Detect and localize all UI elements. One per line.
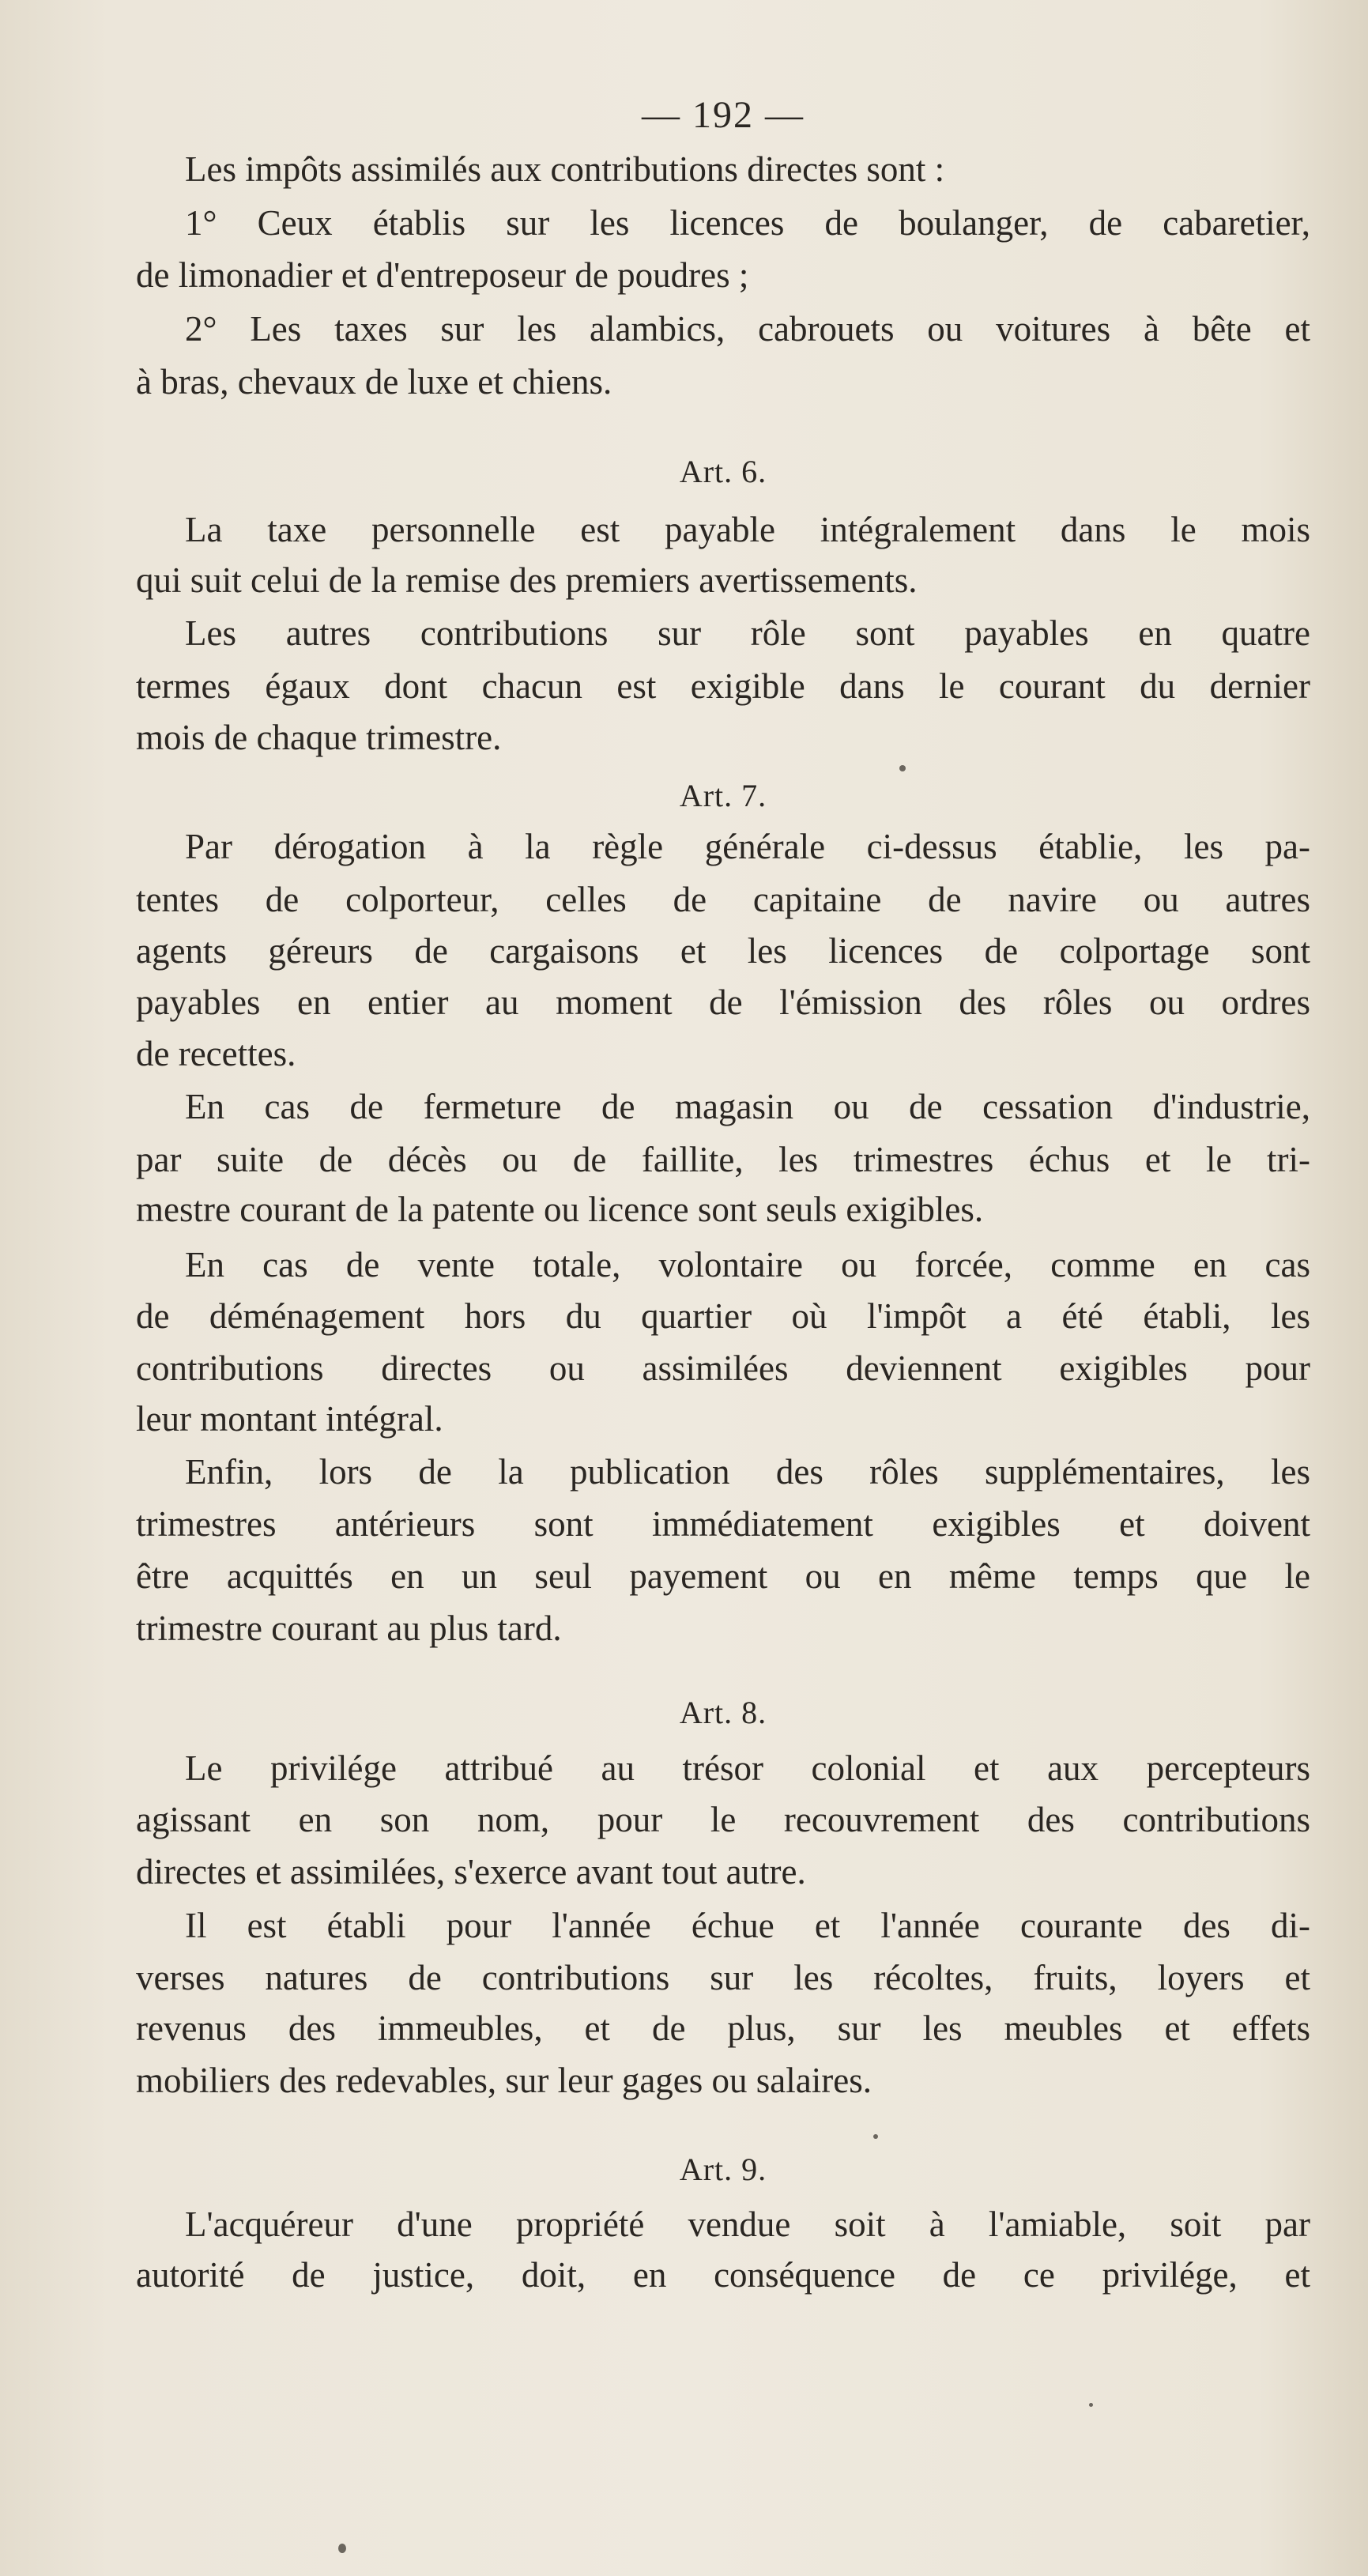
article-heading: Art. 8. bbox=[679, 1695, 767, 1730]
text-line: termes égaux dont chacun est exigible dans le courant du dernier bbox=[136, 666, 1310, 706]
text-line: agents géreurs de cargaisons et les licences de colportage sont bbox=[136, 931, 1310, 971]
paper-speck bbox=[899, 765, 906, 771]
page-number: — 192 — bbox=[642, 94, 805, 136]
text-line: Par dérogation à la règle générale ci-dessus établie, les pa- bbox=[185, 827, 1310, 866]
text-line: par suite de décès ou de faillite, les trimestres échus et le tri- bbox=[136, 1140, 1310, 1179]
text-line: à bras, chevaux de luxe et chiens. bbox=[136, 362, 612, 402]
text-line: Il est établi pour l'année échue et l'année courante des di- bbox=[185, 1906, 1310, 1945]
text-line: de limonadier et d'entreposeur de poudres ; bbox=[136, 255, 749, 295]
paper-speck bbox=[873, 2134, 878, 2139]
text-line: contributions directes ou assimilées deviennent exigibles pour bbox=[136, 1348, 1310, 1388]
text-line: être acquittés en un seul payement ou en même temps que le bbox=[136, 1556, 1310, 1596]
text-line: qui suit celui de la remise des premiers avertissements. bbox=[136, 560, 918, 600]
text-line: verses natures de contributions sur les récoltes, fruits, loyers et bbox=[136, 1958, 1310, 1997]
text-line: payables en entier au moment de l'émission des rôles ou ordres bbox=[136, 983, 1310, 1022]
article-heading: Art. 9. bbox=[679, 2152, 767, 2187]
text-line: autorité de justice, doit, en conséquence de ce privilége, et bbox=[136, 2255, 1310, 2295]
text-line: tentes de colporteur, celles de capitaine de navire ou autres bbox=[136, 880, 1310, 919]
text-line: La taxe personnelle est payable intégralement dans le mois bbox=[185, 510, 1310, 549]
text-line: de déménagement hors du quartier où l'impôt a été établi, les bbox=[136, 1296, 1310, 1336]
paper-speck bbox=[1089, 2403, 1093, 2407]
text-line: Enfin, lors de la publication des rôles supplémentaires, les bbox=[185, 1452, 1310, 1492]
text-line: 2° Les taxes sur les alambics, cabrouets ou voitures à bête et bbox=[185, 309, 1310, 349]
article-heading: Art. 7. bbox=[679, 778, 767, 813]
text-line: mestre courant de la patente ou licence sont seuls exigibles. bbox=[136, 1190, 984, 1229]
text-line: En cas de vente totale, volontaire ou forcée, comme en cas bbox=[185, 1245, 1310, 1284]
article-heading: Art. 6. bbox=[679, 454, 767, 489]
text-line: En cas de fermeture de magasin ou de cessation d'industrie, bbox=[185, 1087, 1310, 1126]
text-line: agissant en son nom, pour le recouvrement des contributions bbox=[136, 1800, 1310, 1839]
text-line: mois de chaque trimestre. bbox=[136, 718, 502, 757]
text-line: Le privilége attribué au trésor colonial et aux percepteurs bbox=[185, 1748, 1310, 1788]
text-line: Les impôts assimilés aux contributions directes sont : bbox=[185, 149, 945, 189]
text-line: leur montant intégral. bbox=[136, 1399, 443, 1439]
text-line: trimestre courant au plus tard. bbox=[136, 1609, 562, 1648]
text-line: de recettes. bbox=[136, 1034, 296, 1073]
text-line: 1° Ceux établis sur les licences de boulanger, de cabaretier, bbox=[185, 203, 1310, 243]
text-line: L'acquéreur d'une propriété vendue soit à l'amiable, soit par bbox=[185, 2204, 1310, 2244]
text-line: revenus des immeubles, et de plus, sur les meubles et effets bbox=[136, 2008, 1310, 2048]
text-line: trimestres antérieurs sont immédiatement exigibles et doivent bbox=[136, 1504, 1310, 1544]
paper-speck bbox=[338, 2544, 346, 2553]
text-line: Les autres contributions sur rôle sont payables en quatre bbox=[185, 613, 1310, 653]
text-line: directes et assimilées, s'exerce avant tout autre. bbox=[136, 1852, 806, 1891]
text-line: mobiliers des redevables, sur leur gages ou salaires. bbox=[136, 2061, 872, 2100]
